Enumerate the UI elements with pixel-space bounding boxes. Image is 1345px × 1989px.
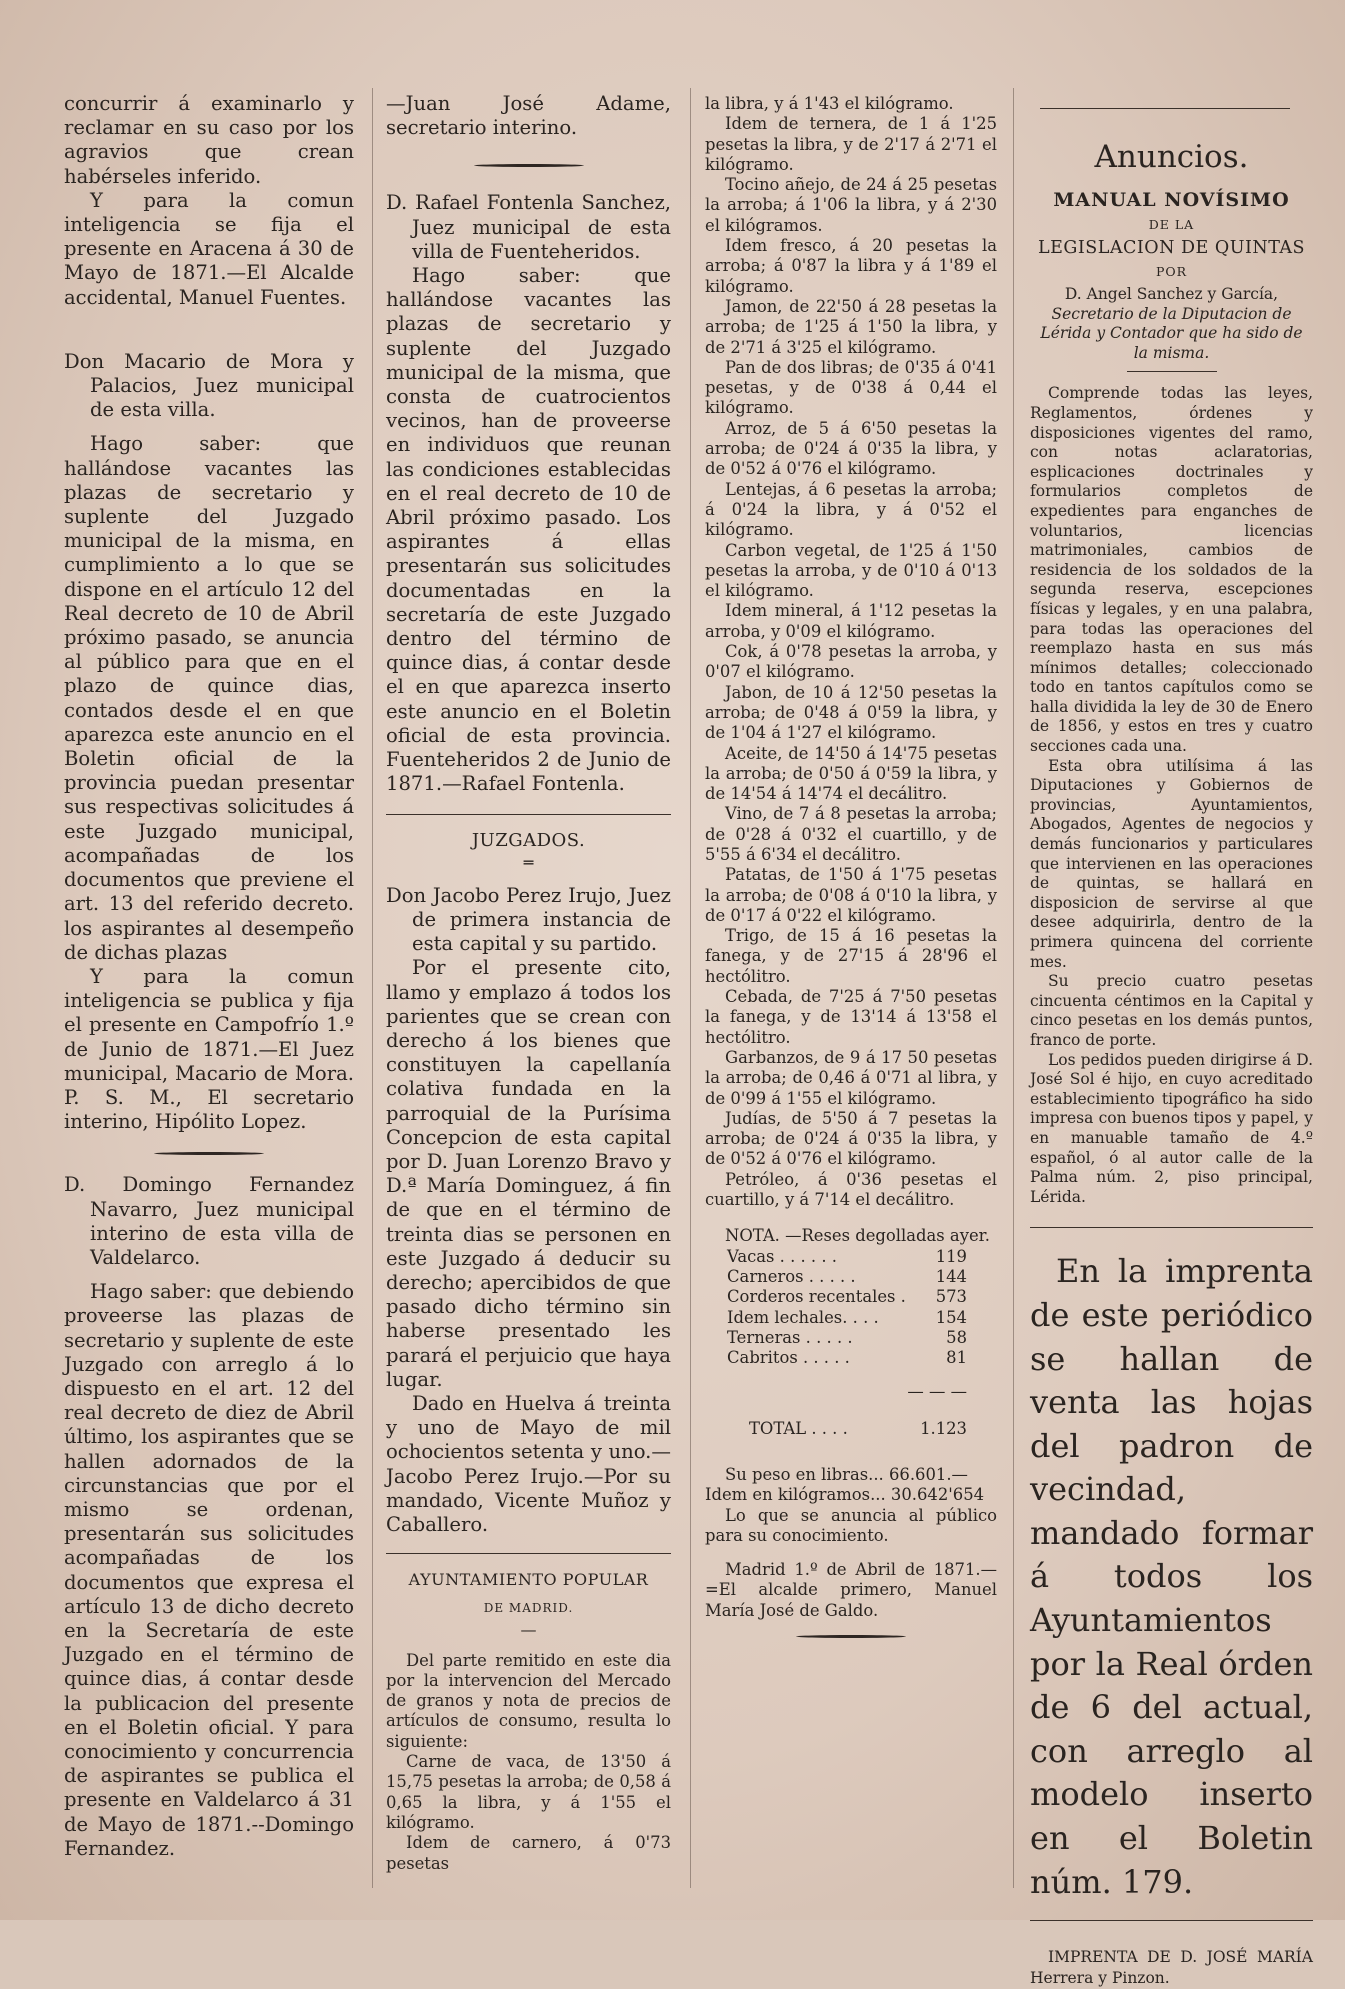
price-list [705,114,997,1210]
padron-announcement: En la imprenta de este periódico se hallan de venta las hojas del padron de vecindad, mandado formar á todos los Ayuntamientos por la Real órden de 6 del actual, con arreglo al modelo inserto en el Boletin núm. 179. [1030,1252,1313,1901]
divider [1030,1227,1313,1228]
price-item: Jabon, de 10 á 12'50 pesetas la arroba; de 0'48 á 0'59 la libra, y de 1'04 á 1'27 el kilógramo. [705,682,997,743]
author-position: Secretario de la Diputacion de Lérida y Contador que ha sido de la misma. [1040,304,1303,362]
price-item: Judías, de 5'50 á 7 pesetas la arroba; de 0'24 á 0'35 la libra, y de 0'52 á 0'76 el kilógramo. [705,1108,997,1169]
paragraph: —Juan José Adame, secretario interino. [386,92,671,140]
paragraph: Dado en Huelva á treinta y uno de Mayo de mil ochocientos setenta y uno.—Jacobo Perez Irujo.—Por su mandado, Vicente Muñoz y Caballero. [386,1391,671,1536]
row-label: Idem lechales. . . . [727,1307,879,1327]
paragraph: Del parte remitido en este dia por la intervencion del Mercado de granos y nota de precios de artículos de consumo, resulta lo siguiente: [386,1650,671,1751]
book-subject: LEGISLACION DE QUINTAS [1037,238,1306,258]
price-item: Garbanzos, de 9 á 17 50 pesetas la arroba; de 0,46 á 0'71 al libra, y de 0'99 á 1'55 el kilógramo. [705,1047,997,1108]
paragraph: Hago saber: que hallándose vacantes las plazas de secretario y suplente del Juzgado municipal de la misma, que consta de cuatrocientos vecinos, han de proveerse en individuos que reunan las condiciones establecidas en el real decreto de 10 de Abril próximo pasado. Los aspirantes á ellas presentarán sus solicitudes documentadas en la secretaría de este Juzgado dentro del término de quince dias, á contar desde el en que aparezca inserto este anuncio en el Boletin oficial de esta provincia. Fuenteheridos 2 de Junio de 1871.—Rafael Fontenla. [386,264,671,796]
paragraph: Comprende todas las leyes, Reglamentos, órdenes y disposiciones vigentes del ramo, con notas aclaratorias, esplicaciones doctrinales y formularios completos de expedientes para enganches de voluntarios, licencias matrimoniales, cambios de residencia de los soldados de la segunda reserva, escepciones físicas y legales, y en una palabra, para todas las operaciones del reemplazo hasta en sus más mínimos detalles; coleccionado todo en tantos capítulos como se halla dividida la ley de 30 de Enero de 1856, y estos en tres y cuatro secciones cada una. [1030,384,1313,756]
price-item: Vino, de 7 á 8 pesetas la arroba; de 0'28 á 0'32 el cuartillo, y de 5'55 á 6'34 el decálitro. [705,804,997,864]
section-subtitle: DE MADRID. [483,1601,574,1616]
book-title: MANUAL NOVÍSIMO [1053,189,1290,211]
divider [1127,371,1217,372]
anuncios-heading: Anuncios. [1094,139,1249,175]
separator [796,1635,906,1638]
row-value: 573 [935,1287,967,1307]
paragraph: concurrir á examinarlo y reclamar en su caso por los agravios que crean habérseles inferido. [64,92,354,188]
sum-dashes: — — — [907,1382,967,1402]
paragraph: Y para la comun inteligencia se fija el presente en Aracena á 30 de Mayo de 1871.—El Alcalde accidental, Manuel Fuentes. [64,188,354,309]
row-value: 81 [946,1348,967,1368]
price-item: Patatas, de 1'50 á 1'75 pesetas la arroba; de 0'08 á 0'10 la libra, y de 0'17 á 0'22 el kilógramo. [705,865,997,925]
paragraph: Hago saber: que hallándose vacantes las plazas de secretario y suplente del Juzgado municipal de la misma, en cumplimiento a lo que se dispone en el artículo 12 del Real decreto de 10 de Abril próximo pasado, se anuncia al público para que en el plazo de quince dias, contados desde el en que aparezca este anuncio en el Boletin oficial de la provincia puedan presentar sus respectivas solicitudes á este Juzgado municipal, acompañadas de los documentos que previene el art. 13 del referido decreto. los aspirantes al desempeño de dichas plazas [64,432,354,964]
price-item: Idem de ternera, de 1 á 1'25 pesetas la libra, y de 2'17 á 2'71 el kilógramo. [705,114,997,174]
price-item: Aceite, de 14'50 á 14'75 pesetas la arroba; de 0'50 á 0'59 la libra, y de 14'54 á 14'74 el decálitro. [705,743,997,804]
table-row [727,1348,967,1368]
column-rule [372,88,373,1888]
title-underline: ═ [523,852,534,872]
notice-heading: D. Domingo Fernandez Navarro, Juez municipal interino de esta villa de Valdelarco. [64,1173,354,1269]
divider [386,1553,671,1554]
paragraph: la libra, y á 1'43 el kilógramo. [705,94,954,113]
column-4 [1030,108,1313,1989]
paragraph: Esta obra utilísima á las Diputaciones y Gobiernos de provincias, Ayuntamientos, Abogados, Agentes de negocios y demás funcionarios y particulares que intervienen en las operaciones de quintas, se hallará en disposicion de servirse al que desee adquirirla, dentro de la primera quincena del corriente mes. [1030,756,1313,971]
column-2 [386,92,671,1874]
price-item: Petróleo, á 0'36 pesetas el cuartillo, y á 7'14 el decálitro. [705,1169,997,1210]
column-3 [705,94,997,1656]
notice-heading: Don Macario de Mora y Palacios, Juez municipal de esta villa. [64,349,354,422]
price-item: Carbon vegetal, de 1'25 á 1'50 pesetas la arroba, y de 0'10 á 0'13 el kilógramo. [705,540,997,601]
divider [1030,1920,1313,1921]
column-rule [1013,88,1014,1888]
price-item: Cok, á 0'78 pesetas la arroba, y 0'07 el kilógramo. [705,642,997,682]
title-underline: — [520,1619,537,1639]
nota-header: NOTA. —Reses degolladas ayer. [725,1226,990,1246]
total-row [727,1403,967,1439]
price-item: Idem fresco, á 20 pesetas la arroba; á 0'87 la libra y á 1'89 el kilógramo. [705,236,997,296]
price-item: Cebada, de 7'25 á 7'50 pesetas la fanega, y de 13'14 á 13'58 el hectólitro. [705,987,997,1047]
total-value: 1.123 [920,1418,967,1438]
table-row [727,1308,967,1328]
paragraph: Por el presente cito, llamo y emplazo á todos los parientes que se crean con derecho á los bienes que constituyen la capellanía colativa fundada en la parroquial de la Purísima Concepcion de esta capital por D. Juan Lorenzo Bravo y D.ª María Dominguez, á fin de que en el término de treinta dias se personen en este Juzgado á deducir su derecho; apercibidos de que pasado dicho término sin haberse presentado les parará el perjuicio que haya lugar. [386,956,671,1391]
paragraph: Lo que se anuncia al público para su conocimiento. [705,1505,997,1545]
separator [154,1152,264,1155]
row-value: 154 [935,1307,967,1327]
table-row [727,1247,967,1267]
price-item: Arroz, de 5 á 6'50 pesetas la arroba; de 0'24 á 0'35 la libra, y de 0'52 á 0'76 el kilógramo. [705,418,997,479]
price-item: Tocino añejo, de 24 á 25 pesetas la arroba; á 1'06 la libra, y á 2'30 el kilógramos. [705,175,997,235]
notice-heading: Don Jacobo Perez Irujo, Juez de primera instancia de esta capital y su partido. [386,883,671,956]
price-item: Pan de dos libras; de 0'35 á 0'41 pesetas, y de 0'38 á 0,44 el kilógramo. [705,357,997,418]
table-row [727,1368,967,1402]
separator [474,164,584,167]
row-label: Corderos recentales . [727,1287,906,1307]
signature: Madrid 1.º de Abril de 1871.—=El alcalde primero, Manuel María José de Galdo. [705,1560,997,1620]
total-label: TOTAL . . . . [749,1418,848,1438]
paragraph: Idem de carnero, á 0'73 pesetas [386,1833,671,1873]
table-row [727,1287,967,1307]
row-value: 144 [935,1266,967,1286]
row-value: 58 [946,1327,967,1347]
column-rule [690,88,691,1888]
divider [1040,108,1290,109]
price-item: Trigo, de 15 á 16 pesetas la fanega, y de 27'15 á 28'96 el hectólitro. [705,926,997,986]
paragraph: Hago saber: que debiendo proveerse las plazas de secretario y suplente de este Juzgado con arreglo á lo dispuesto en el art. 12 del real decreto de diez de Abril último, los aspirantes que se hallen adornados de la circunstancias que por el mismo se ordenan, presentarán sus solicitudes acompañadas de los documentos que expresa el artículo 13 de dicho decreto en la Secretaría de este Juzgado en el término de quince dias, á contar desde la publicacion del presente en el Boletin oficial. Y para conocimiento y concurrencia de aspirantes se publica el presente en Valdelarco á 31 de Mayo de 1871.--Domingo Fernandez. [64,1280,354,1860]
book-author: D. Angel Sanchez y García, [1064,285,1279,303]
notice-heading: D. Rafael Fontenla Sanchez, Juez municipal de esta villa de Fuenteheridos. [386,191,671,263]
paragraph: Y para la comun inteligencia se publica y fija el presente en Campofrío 1.º de Junio de 1871.—El Juez municipal, Macario de Mora. P. S. M., El secretario interino, Hipólito Lopez. [64,964,354,1134]
price-item: Jamon, de 22'50 á 28 pesetas la arroba; de 1'25 á 1'50 la libra, y de 2'71 á 3'25 el kilógramo. [705,296,997,357]
table-row [727,1267,967,1287]
book-title-de-la: DE LA [1148,217,1195,232]
weight-line: Idem en kilógramos... 30.642'654 [705,1485,985,1505]
weight-line: Su peso en libras... 66.601.— [725,1465,968,1484]
section-title-juzgados: JUZGADOS. [471,830,586,852]
slaughter-table [727,1247,967,1439]
row-value: 119 [935,1246,967,1266]
imprint-text: IMPRENTA DE D. JOSÉ MARÍA Herrera y Pinzon. [1030,1948,1313,1988]
paragraph: Los pedidos pueden dirigirse á D. José Sol é hijo, en cuyo acreditado establecimiento tipográfico ha sido impresa con buenos tipos y papel, y en manuable tamaño de 4.º español, ó al autor calle de la Palma núm. 2, piso principal, Lérida. [1030,1050,1313,1206]
divider [386,814,671,815]
book-por: POR [1155,264,1188,279]
printer-imprint [1030,1947,1313,1989]
paragraph: Carne de vaca, de 13'50 á 15,75 pesetas la arroba; de 0,58 á 0,65 la libra, y á 1'55 el kilógramo. [386,1752,671,1832]
column-1 [64,92,354,1861]
table-row [727,1328,967,1348]
section-title-ayuntamiento: AYUNTAMIENTO POPULAR [408,1570,649,1590]
row-label: Carneros . . . . . [727,1266,856,1286]
paragraph: Su precio cuatro pesetas cincuenta céntimos en la Capital y cinco pesetas en los demás puntos, franco de porte. [1030,972,1313,1049]
price-item: Lentejas, á 6 pesetas la arroba; á 0'24 la libra, y á 0'52 el kilógramo. [705,479,997,540]
price-item: Idem mineral, á 1'12 pesetas la arroba, y 0'09 el kilógramo. [705,601,997,641]
row-label: Terneras . . . . . [727,1327,853,1347]
row-label: Vacas . . . . . . [727,1246,837,1266]
row-label: Cabritos . . . . . [727,1348,850,1368]
